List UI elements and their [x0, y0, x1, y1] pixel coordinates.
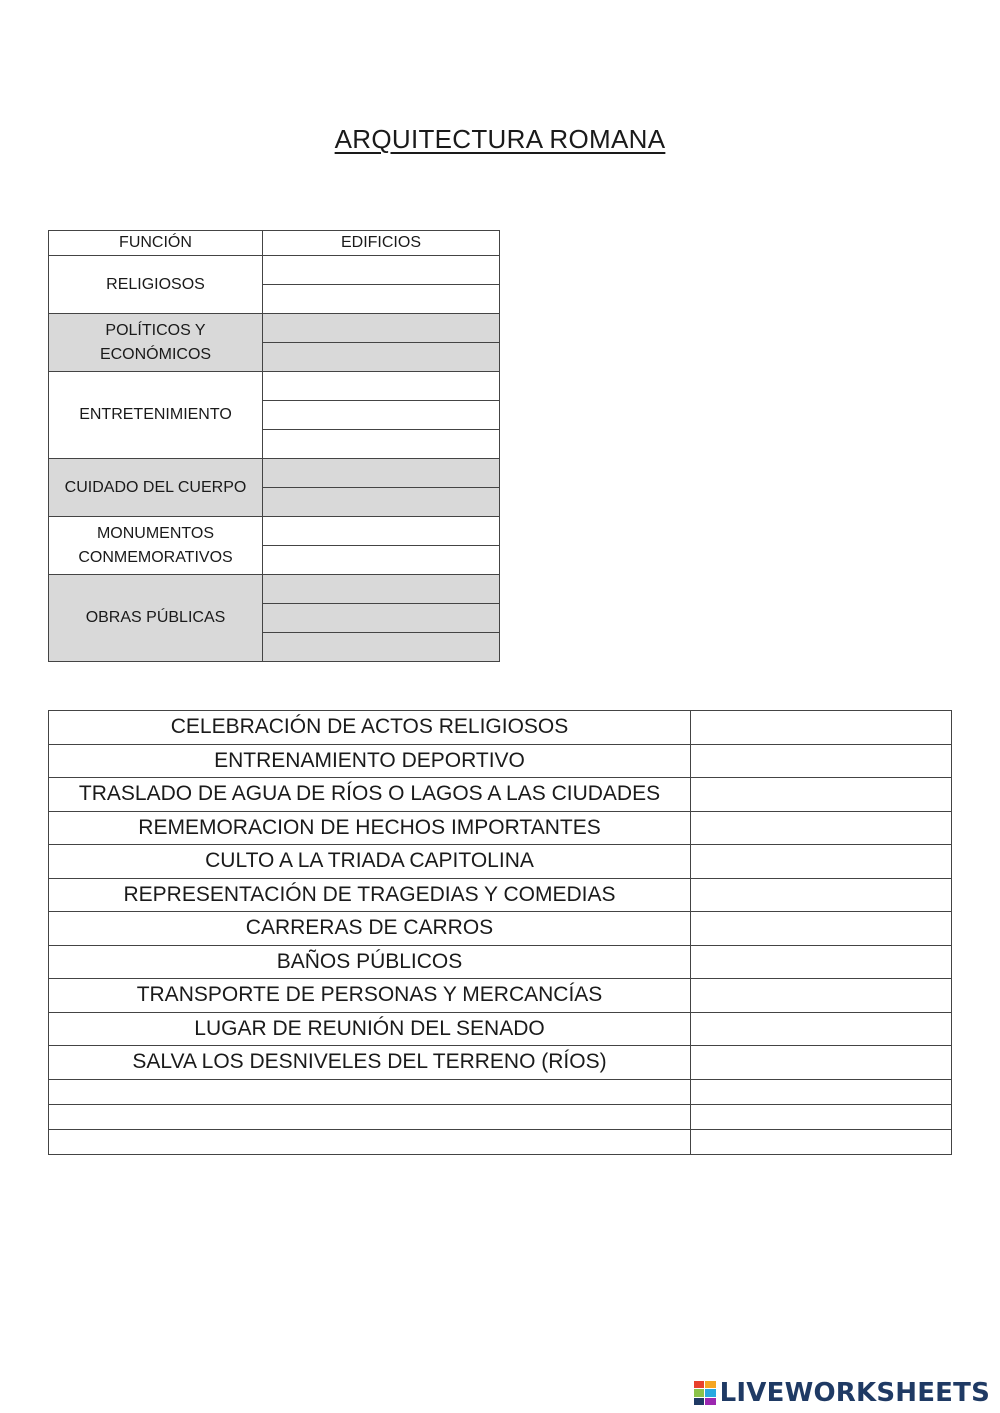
answer-cell[interactable] — [691, 1046, 952, 1080]
empty-row — [49, 1104, 952, 1129]
building-answer-cell[interactable] — [263, 633, 500, 662]
logo-square — [705, 1398, 716, 1405]
description-cell: BAÑOS PÚBLICOS — [49, 945, 691, 979]
table-row — [49, 979, 952, 1013]
building-answer-cell[interactable] — [263, 372, 500, 401]
building-answer-cell[interactable] — [263, 401, 500, 430]
answer-cell[interactable] — [691, 845, 952, 879]
liveworksheets-logo-icon — [694, 1381, 716, 1405]
empty-row — [49, 1129, 952, 1154]
description-cell: CARRERAS DE CARROS — [49, 912, 691, 946]
table-row — [49, 778, 952, 812]
answer-cell[interactable] — [691, 912, 952, 946]
description-cell: REMEMORACION DE HECHOS IMPORTANTES — [49, 811, 691, 845]
logo-square — [694, 1381, 705, 1388]
building-answer-cell[interactable] — [263, 256, 500, 285]
answer-cell[interactable] — [691, 1104, 952, 1129]
table-row — [49, 945, 952, 979]
empty-description-cell — [49, 1079, 691, 1104]
table-row — [49, 744, 952, 778]
answer-cell[interactable] — [691, 1079, 952, 1104]
function-label: POLÍTICOS Y ECONÓMICOS — [49, 314, 263, 372]
table-row — [49, 314, 500, 343]
answer-cell[interactable] — [691, 744, 952, 778]
table-header-row — [49, 231, 500, 256]
table-row — [49, 711, 952, 745]
building-answer-cell[interactable] — [263, 343, 500, 372]
logo-text: LIVEWORKSHEETS — [719, 1378, 990, 1408]
answer-cell[interactable] — [691, 778, 952, 812]
description-cell: SALVA LOS DESNIVELES DEL TERRENO (RÍOS) — [49, 1046, 691, 1080]
answer-cell[interactable] — [691, 711, 952, 745]
answer-cell[interactable] — [691, 811, 952, 845]
function-label: OBRAS PÚBLICAS — [49, 575, 263, 662]
description-cell: ENTRENAMIENTO DEPORTIVO — [49, 744, 691, 778]
description-cell: CELEBRACIÓN DE ACTOS RELIGIOSOS — [49, 711, 691, 745]
table-row — [49, 459, 500, 488]
description-cell: CULTO A LA TRIADA CAPITOLINA — [49, 845, 691, 879]
table-row — [49, 1012, 952, 1046]
table-row — [49, 1046, 952, 1080]
building-answer-cell[interactable] — [263, 546, 500, 575]
table-row — [49, 372, 500, 401]
header-edificios: EDIFICIOS — [263, 231, 500, 256]
function-label: ENTRETENIMIENTO — [49, 372, 263, 459]
answer-cell[interactable] — [691, 878, 952, 912]
header-funcion: FUNCIÓN — [49, 231, 263, 256]
table-row — [49, 878, 952, 912]
description-cell: LUGAR DE REUNIÓN DEL SENADO — [49, 1012, 691, 1046]
table-row — [49, 256, 500, 285]
answer-cell[interactable] — [691, 979, 952, 1013]
answer-cell[interactable] — [691, 945, 952, 979]
building-answer-cell[interactable] — [263, 575, 500, 604]
empty-description-cell — [49, 1129, 691, 1154]
building-answer-cell[interactable] — [263, 314, 500, 343]
answer-cell[interactable] — [691, 1129, 952, 1154]
descriptions-table — [48, 710, 952, 1155]
function-label: CUIDADO DEL CUERPO — [49, 459, 263, 517]
description-cell: TRANSPORTE DE PERSONAS Y MERCANCÍAS — [49, 979, 691, 1013]
building-answer-cell[interactable] — [263, 604, 500, 633]
logo-square — [694, 1398, 705, 1405]
answer-cell[interactable] — [691, 1012, 952, 1046]
empty-description-cell — [49, 1104, 691, 1129]
liveworksheets-logo — [694, 1378, 990, 1408]
logo-square — [694, 1389, 705, 1396]
building-answer-cell[interactable] — [263, 517, 500, 546]
table-row — [49, 575, 500, 604]
description-cell: REPRESENTACIÓN DE TRAGEDIAS Y COMEDIAS — [49, 878, 691, 912]
table-row — [49, 811, 952, 845]
page-title: ARQUITECTURA ROMANA — [334, 124, 666, 154]
description-cell: TRASLADO DE AGUA DE RÍOS O LAGOS A LAS CIUDADES — [49, 778, 691, 812]
table-row — [49, 912, 952, 946]
function-label: RELIGIOSOS — [49, 256, 263, 314]
table-row — [49, 517, 500, 546]
logo-square — [705, 1389, 716, 1396]
building-answer-cell[interactable] — [263, 488, 500, 517]
building-answer-cell[interactable] — [263, 285, 500, 314]
building-answer-cell[interactable] — [263, 459, 500, 488]
table-row — [49, 845, 952, 879]
empty-row — [49, 1079, 952, 1104]
building-answer-cell[interactable] — [263, 430, 500, 459]
function-buildings-table — [48, 230, 500, 662]
function-label: MONUMENTOS CONMEMORATIVOS — [49, 517, 263, 575]
logo-square — [705, 1381, 716, 1388]
